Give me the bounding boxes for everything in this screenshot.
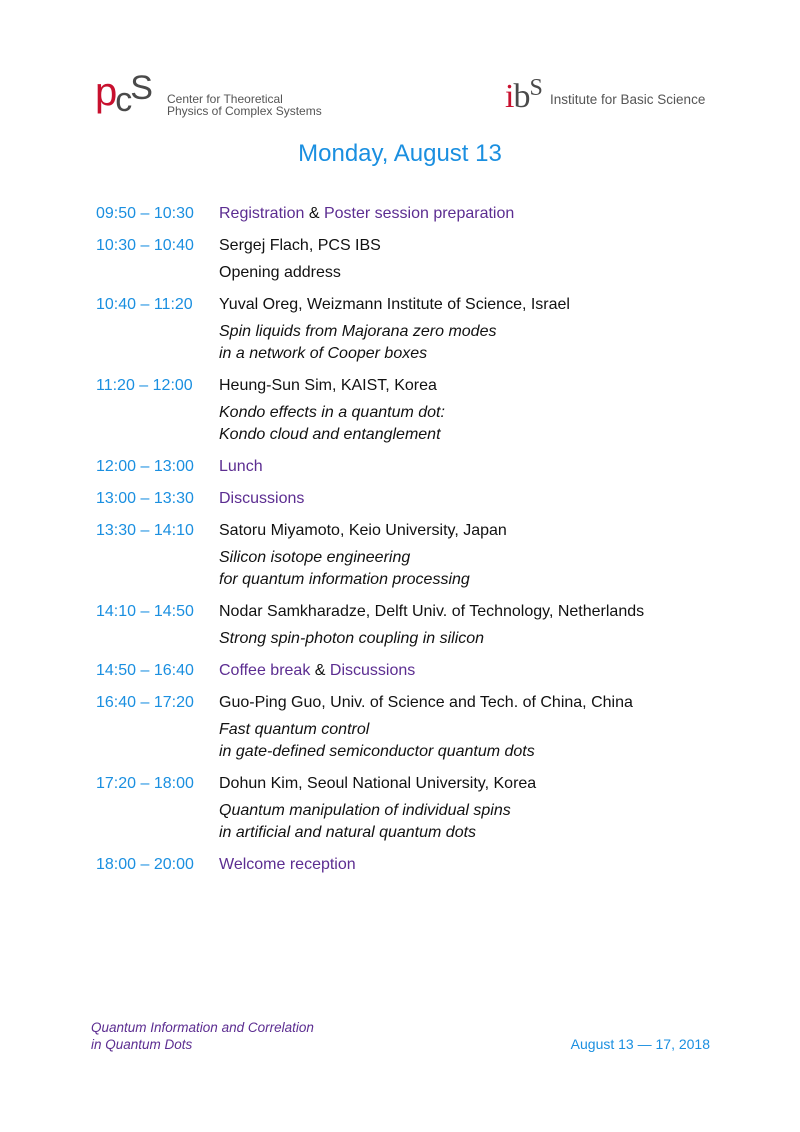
event-label: Lunch <box>219 458 263 475</box>
schedule-row <box>96 235 756 284</box>
speaker: Satoru Miyamoto, Keio University, Japan <box>219 522 507 539</box>
talk-title: Silicon isotope engineering <box>219 549 411 566</box>
schedule-row <box>96 692 756 763</box>
talk-title: for quantum information processing <box>219 571 470 588</box>
event-label: Discussions <box>329 662 416 679</box>
time-slot: 13:30 – 14:10 <box>96 522 194 539</box>
event-label: Welcome reception <box>219 856 356 873</box>
talk-entry <box>219 294 756 365</box>
time-slot: 18:00 – 20:00 <box>96 856 194 873</box>
pcs-logo-mark: pcS <box>95 69 151 119</box>
schedule-row <box>96 660 756 682</box>
talk-entry <box>219 235 756 284</box>
time-slot: 10:30 – 10:40 <box>96 237 194 254</box>
talk-entry <box>219 692 756 763</box>
talk-title: Fast quantum control <box>219 721 370 738</box>
schedule-row <box>96 601 756 650</box>
talk-title: Kondo cloud and entanglement <box>219 426 441 443</box>
talk-entry <box>219 773 756 844</box>
schedule <box>96 203 756 886</box>
event-entry <box>219 456 756 478</box>
talk-entry <box>219 520 756 591</box>
schedule-row <box>96 203 756 225</box>
time-slot: 17:20 – 18:00 <box>96 775 194 792</box>
event-entry <box>219 488 756 510</box>
event-label: Poster session preparation <box>323 205 515 222</box>
event-entry <box>219 203 756 225</box>
schedule-row <box>96 294 756 365</box>
time-slot: 09:50 – 10:30 <box>96 205 194 222</box>
speaker: Guo-Ping Guo, Univ. of Science and Tech. of China, China <box>219 694 633 711</box>
talk-title: in artificial and natural quantum dots <box>219 824 477 841</box>
ampersand: & <box>310 662 330 679</box>
time-slot: 11:20 – 12:00 <box>96 377 193 394</box>
talk-title: Strong spin-photon coupling in silicon <box>219 630 485 647</box>
schedule-row <box>96 854 756 876</box>
speaker: Dohun Kim, Seoul National University, Korea <box>219 775 537 792</box>
speaker: Heung-Sun Sim, KAIST, Korea <box>219 377 437 394</box>
talk-title: in gate-defined semiconductor quantum dots <box>219 743 535 760</box>
event-entry <box>219 854 756 876</box>
time-slot: 14:50 – 16:40 <box>96 662 194 679</box>
time-slot: 14:10 – 14:50 <box>96 603 194 620</box>
time-slot: 12:00 – 13:00 <box>96 458 194 475</box>
event-entry <box>219 660 756 682</box>
time-slot: 13:00 – 13:30 <box>96 490 194 507</box>
schedule-row <box>96 520 756 591</box>
page-title: Monday, August 13 <box>298 140 502 167</box>
speaker: Nodar Samkharadze, Delft Univ. of Technology, Netherlands <box>219 603 645 620</box>
talk-title: in a network of Cooper boxes <box>219 345 428 362</box>
footer-event-name: Quantum Information and Correlation in Quantum Dots <box>91 1020 314 1052</box>
ibs-logo-mark: $ib^S$ <box>505 75 542 115</box>
event-label: Coffee break <box>219 662 311 679</box>
footer-dates: August 13 — 17, 2018 <box>570 1036 710 1052</box>
time-slot: 10:40 – 11:20 <box>96 296 193 313</box>
talk-title: Spin liquids from Majorana zero modes <box>219 323 497 340</box>
talk-title: Opening address <box>219 264 341 281</box>
speaker: Yuval Oreg, Weizmann Institute of Science, Israel <box>219 296 570 313</box>
schedule-row <box>96 773 756 844</box>
time-slot: 16:40 – 17:20 <box>96 694 194 711</box>
talk-entry <box>219 375 756 446</box>
pcs-logo-text: Center for Theoretical Physics of Complex Systems <box>167 92 322 118</box>
event-label: Discussions <box>219 490 305 507</box>
ampersand: & <box>304 205 324 222</box>
schedule-row <box>96 375 756 446</box>
talk-title: Quantum manipulation of individual spins <box>219 802 511 819</box>
talk-entry <box>219 601 756 650</box>
speaker: Sergej Flach, PCS IBS <box>219 237 381 254</box>
talk-title: Kondo effects in a quantum dot: <box>219 404 445 421</box>
schedule-row <box>96 488 756 510</box>
ibs-logo-text: Institute for Basic Science <box>550 92 706 107</box>
event-label: Registration <box>219 205 305 222</box>
schedule-row <box>96 456 756 478</box>
